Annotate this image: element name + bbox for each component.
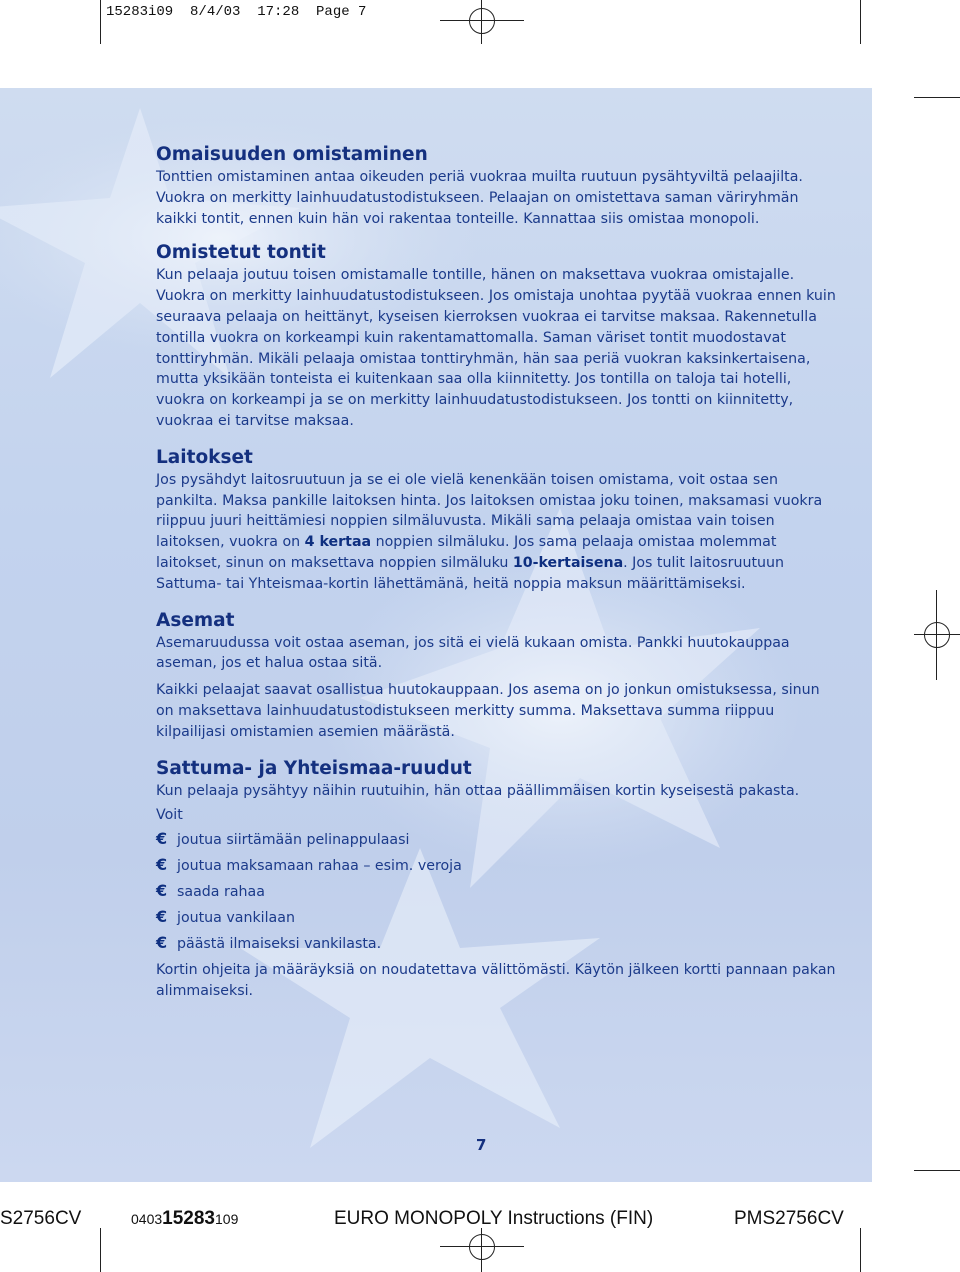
registration-mark xyxy=(914,590,960,680)
crop-mark xyxy=(914,1170,960,1171)
section-heading: Omistetut tontit xyxy=(156,242,326,264)
section-paragraph: Kun pelaaja joutuu toisen omistamalle tontille, hänen on maksettava vuokraa omistajalle. Vuokra on merkitty lainhuudatustodistukseen. Jos omistaja unohtaa pyytää vuokraa ennen kuin seuraava pelaaja on heittänyt, kyseisen kierroksen vuokraa ei tarvitse maksaa. Rakennetulla tontilla vuokra on korkeampi kuin rakentamattomalla. Saman väriset tontit muodostavat tonttiryhmän. Mikäli pelaaja omistaa tonttiryhmän, hän saa periä vuokran kaksinkertaisena, mutta yksikään tonteista ei kuitenkaan saa olla kiinnitetty. Jos tontilla on taloja tai hotelli, vuokra on korkeampi ja se on merkitty lainhuudatustodistukseen. Jos tontti on kiinnitetty, vuokraa ei tarvitse maksaa. xyxy=(156,267,836,429)
crop-mark xyxy=(860,1228,861,1272)
page-content xyxy=(156,143,836,1002)
footer-left-code: S2756CV xyxy=(0,1208,82,1229)
page-number: 7 xyxy=(476,1136,487,1154)
section-paragraph: Kortin ohjeita ja määräyksiä on noudatettava välittömästi. Käytön jälkeen kortti pannaan pakan alimmaiseksi. xyxy=(156,962,836,999)
emphasis-text: 10-kertaisena xyxy=(512,554,624,571)
section-paragraph: Tonttien omistaminen antaa oikeuden periä vuokraa muilta ruutuun pysähtyviltä pelaajilta. Vuokra on merkitty lainhuudatustodistukseen. Pelaajan on omistettava saman väriryhmän kaikki tontit, ennen kuin hän voi rakentaa tonteille. Kannattaa siis omistaa monopoli. xyxy=(156,169,803,227)
crop-mark xyxy=(100,0,101,44)
list-item: € joutua maksamaan rahaa – esim. veroja xyxy=(156,852,836,878)
section-heading: Sattuma- ja Yhteismaa-ruudut xyxy=(156,757,472,779)
crop-mark xyxy=(914,97,960,98)
list-item: € saada rahaa xyxy=(156,878,836,904)
euro-icon: € xyxy=(156,829,168,849)
euro-icon: € xyxy=(156,855,168,875)
registration-mark xyxy=(440,1228,524,1272)
crop-mark xyxy=(100,1228,101,1272)
section-paragraph: Kun pelaaja pysähtyy näihin ruutuihin, hän ottaa päällimmäisen kortin kyseisestä pakasta. xyxy=(156,782,800,799)
section-paragraph: Jos pysähdyt laitosruutuun ja se ei ole vielä kenenkään toisen omistama, voit ostaa sen pankilta. Maksa pankille laitoksen hinta. Jos laitoksen omistaa joku toinen, maksamasi vuokra riippuu juuri heittämiesi noppien silmäluvusta. Mikäli sama pelaaja omistaa vain toisen laitoksen, vuokra on 4 kertaa noppien silmäluku. Jos sama pelaaja omistaa molemmat laitokset, sinun on maksettava noppien silmäluku 10-kertaisena. Jos tulit laitosruutuun Sattuma- tai Yhteismaa-kortin lähettämänä, heitä noppia maksun määrittämiseksi. xyxy=(156,471,823,592)
list-item: € joutua siirtämään pelinappulaasi xyxy=(156,826,836,852)
list-item: € päästä ilmaiseksi vankilasta. xyxy=(156,930,836,956)
print-slug: 15283i09 8/4/03 17:28 Page 7 xyxy=(106,4,367,20)
section-paragraph: Voit xyxy=(156,807,183,824)
footer-job-code: 040315283109 xyxy=(131,1208,239,1229)
section-paragraph: Asemaruudussa voit ostaa aseman, jos sitä ei vielä kukaan omista. Pankki huutokauppaa aseman, jos et halua ostaa sitä. xyxy=(156,634,790,672)
euro-icon: € xyxy=(156,933,168,953)
euro-icon: € xyxy=(156,881,168,901)
footer-right-code: PMS2756CV xyxy=(734,1208,844,1229)
euro-icon: € xyxy=(156,907,168,927)
list-item: € joutua vankilaan xyxy=(156,904,836,930)
section-heading: Asemat xyxy=(156,609,235,631)
registration-mark xyxy=(440,0,524,44)
bullet-list xyxy=(156,826,836,956)
section-heading: Omaisuuden omistaminen xyxy=(156,144,428,165)
section-heading: Laitokset xyxy=(156,446,253,468)
crop-mark xyxy=(860,0,861,44)
section-paragraph: Kaikki pelaajat saavat osallistua huutokauppaan. Jos asema on jo jonkun omistuksessa, sinun on maksettava lainhuudatustodistukseen merkitty summa. Maksettava summa riippuu kilpailijasi omistamien asemien määrästä. xyxy=(156,682,820,740)
footer-title: EURO MONOPOLY Instructions (FIN) xyxy=(334,1208,654,1229)
emphasis-text: 4 kertaa xyxy=(304,534,372,551)
